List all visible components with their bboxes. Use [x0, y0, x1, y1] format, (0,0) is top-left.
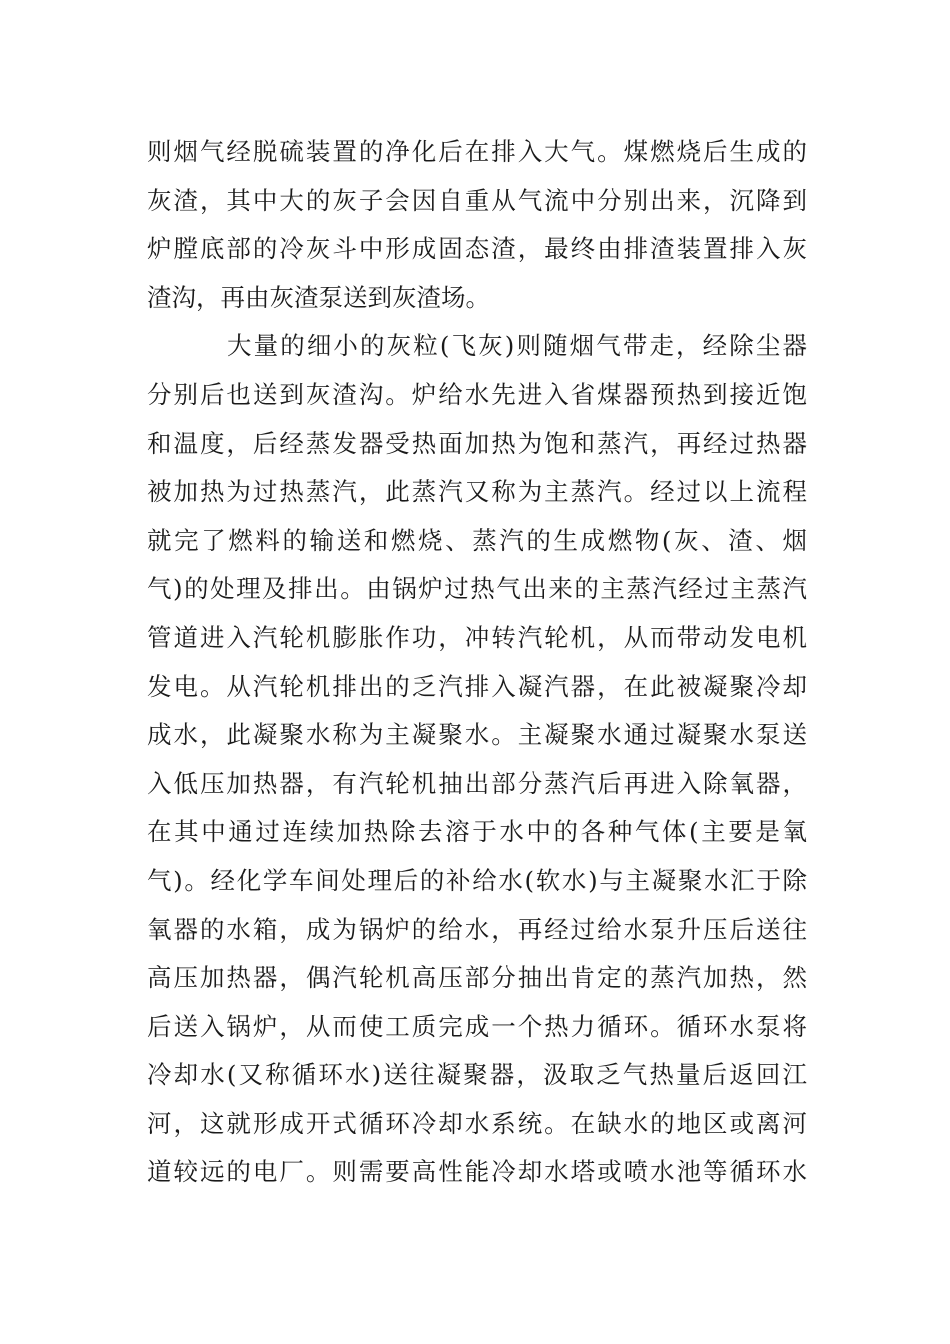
text-line: 渣沟，再由灰渣泵送到灰渣场。: [147, 282, 490, 312]
text-line: 大量的细小的灰粒(飞灰)则随烟气带走，经除尘器: [227, 331, 807, 361]
text-line: 在其中通过连续加热除去溶于水中的各种气体(主要是氧: [147, 817, 807, 847]
text-line: 入低压加热器，有汽轮机抽出部分蒸汽后再进入除氧器，: [147, 768, 807, 798]
text-line: 就完了燃料的输送和燃烧、蒸汽的生成燃物(灰、渣、烟: [147, 525, 807, 555]
text-line: 灰渣，其中大的灰子会因自重从气流中分别出来，沉降到: [147, 185, 807, 215]
paragraph-2: [147, 322, 807, 1197]
text-line: 则烟气经脱硫装置的净化后在排入大气。煤燃烧后生成的: [147, 137, 807, 166]
text-line: 后送入锅炉，从而使工质完成一个热力循环。循环水泵将: [147, 1011, 807, 1041]
text-line: 气)的处理及排出。由锅炉过热气出来的主蒸汽经过主蒸汽: [147, 574, 807, 604]
text-line: 管道进入汽轮机膨胀作功，冲转汽轮机，从而带动发电机: [147, 622, 807, 652]
text-line: 高压加热器，偶汽轮机高压部分抽出肯定的蒸汽加热，然: [147, 963, 807, 993]
text-line: 发电。从汽轮机排出的乏汽排入凝汽器，在此被凝聚冷却: [147, 671, 807, 701]
text-line: 成水，此凝聚水称为主凝聚水。主凝聚水通过凝聚水泵送: [147, 720, 807, 750]
text-line: 被加热为过热蒸汽，此蒸汽又称为主蒸汽。经过以上流程: [147, 477, 807, 507]
text-line: 氧器的水箱，成为锅炉的给水，再经过给水泵升压后送往: [147, 914, 807, 944]
text-line: 气)。经化学车间处理后的补给水(软水)与主凝聚水汇于除: [147, 865, 807, 895]
body-text: [147, 128, 807, 1197]
text-line: 河，这就形成开式循环冷却水系统。在缺水的地区或离河: [147, 1108, 807, 1138]
text-line: 和温度，后经蒸发器受热面加热为饱和蒸汽，再经过热器: [147, 428, 807, 458]
paragraph-1: [147, 128, 807, 322]
text-line: 分别后也送到灰渣沟。炉给水先进入省煤器预热到接近饱: [147, 379, 807, 409]
text-line: 炉膛底部的冷灰斗中形成固态渣，最终由排渣装置排入灰: [147, 234, 807, 264]
text-line: 冷却水(又称循环水)送往凝聚器，汲取乏气热量后返回江: [147, 1060, 807, 1090]
text-line: 道较远的电厂。则需要高性能冷却水塔或喷水池等循环水: [147, 1157, 807, 1187]
